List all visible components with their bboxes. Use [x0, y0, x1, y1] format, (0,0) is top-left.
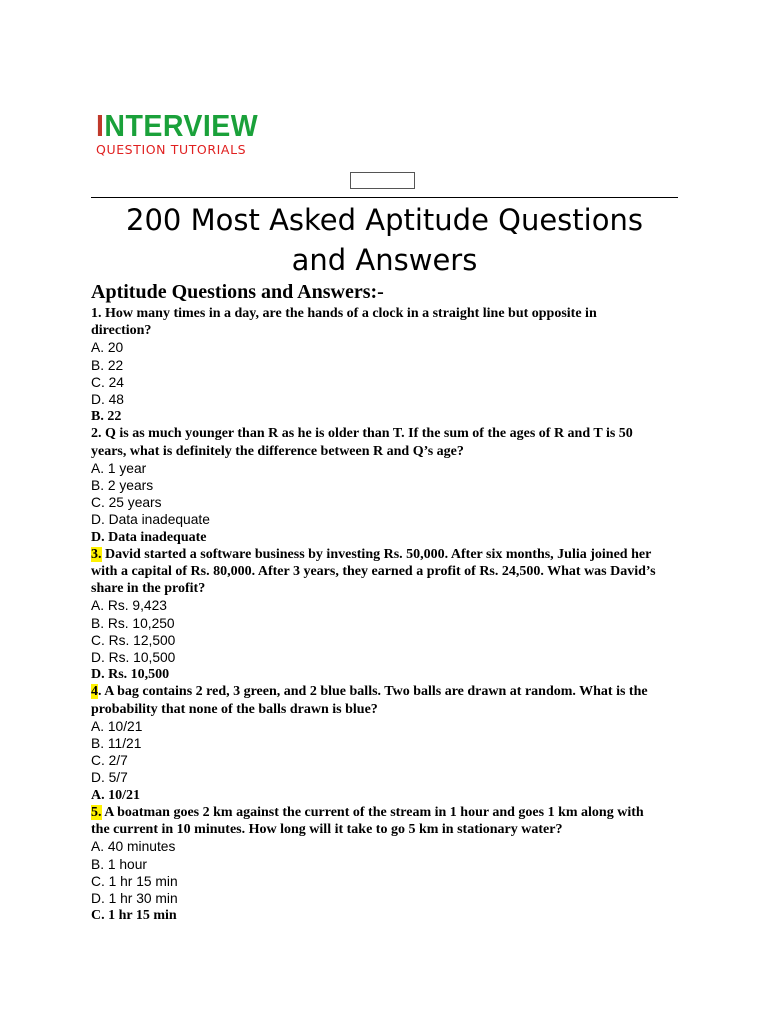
logo-wordmark: INTERVIEW: [96, 108, 259, 143]
option-b: B. 1 hour: [91, 856, 147, 872]
question-text: 1. How many times in a day, are the hands of a clock in a straight line but opposite in: [91, 306, 597, 321]
option-b: B. 2 years: [91, 478, 154, 494]
title-line-1: 200 Most Asked Aptitude Questions: [126, 203, 643, 237]
answer: C. 1 hr 15 min: [91, 908, 177, 924]
question-number: 3.: [91, 546, 102, 562]
option-a: A. 20: [91, 340, 124, 356]
document-title: [91, 200, 678, 280]
option-c: C. 24: [91, 374, 124, 390]
question-item: [91, 683, 691, 803]
answer: A. 10/21: [91, 787, 140, 803]
option-d: D. 1 hr 30 min: [91, 890, 178, 906]
option-a: A. 1 year: [91, 460, 147, 476]
option-d: D. 48: [91, 392, 124, 408]
option-a: A. 10/21: [91, 718, 143, 734]
question-text-cont: share in the profit?: [91, 581, 206, 597]
question-text-cont: with a capital of Rs. 80,000. After 3 years, they earned a profit of Rs. 24,500. What was David’s: [91, 564, 656, 580]
question-item: [91, 546, 691, 684]
option-c: C. 25 years: [91, 495, 162, 511]
question-number: 1.: [91, 306, 102, 321]
option-c: C. 1 hr 15 min: [91, 873, 178, 889]
logo-tagline: QUESTION TUTORIALS: [96, 142, 247, 157]
question-item: [91, 804, 691, 924]
question-text: 4. A bag contains 2 red, 3 green, and 2 blue balls. Two balls are drawn at random. What is the: [91, 684, 648, 700]
option-c: C. 2/7: [91, 753, 128, 769]
site-logo: [96, 110, 272, 157]
question-number: 2.: [91, 426, 102, 442]
question-text: 3. David started a software business by investing Rs. 50,000. After six months, Julia joined her: [91, 546, 652, 562]
question-text-cont: probability that none of the balls drawn is blue?: [91, 701, 378, 717]
option-b: B. 22: [91, 357, 124, 373]
question-item: [91, 305, 691, 425]
form-field-box: [350, 172, 415, 189]
answer: D. Data inadequate: [91, 529, 207, 545]
option-d: D. 5/7: [91, 770, 128, 786]
question-item: [91, 425, 691, 545]
question-text: 5. A boatman goes 2 km against the current of the stream in 1 hour and goes 1 km along with: [91, 804, 644, 820]
question-text-cont: direction?: [91, 323, 152, 339]
question-number: 5.: [91, 804, 102, 820]
question-text-cont: years, what is definitely the difference between R and Q’s age?: [91, 443, 464, 459]
question-text-cont: the current in 10 minutes. How long will it take to go 5 km in stationary water?: [91, 822, 563, 838]
question-text: 2. Q is as much younger than R as he is older than T. If the sum of the ages of R and T is 50: [91, 426, 633, 442]
option-d: D. Data inadequate: [91, 512, 210, 528]
answer: D. Rs. 10,500: [91, 667, 170, 683]
option-b: B. Rs. 10,250: [91, 615, 175, 631]
option-a: A. Rs. 9,423: [91, 598, 167, 614]
question-list: [91, 305, 691, 924]
question-number: 4: [91, 684, 98, 700]
section-heading: Aptitude Questions and Answers:-: [91, 281, 384, 303]
answer: B. 22: [91, 409, 122, 425]
option-a: A. 40 minutes: [91, 839, 176, 855]
title-rule: [91, 197, 678, 198]
option-d: D. Rs. 10,500: [91, 650, 176, 666]
title-line-2: and Answers: [291, 243, 478, 277]
option-c: C. Rs. 12,500: [91, 632, 176, 648]
option-b: B. 11/21: [91, 736, 142, 752]
